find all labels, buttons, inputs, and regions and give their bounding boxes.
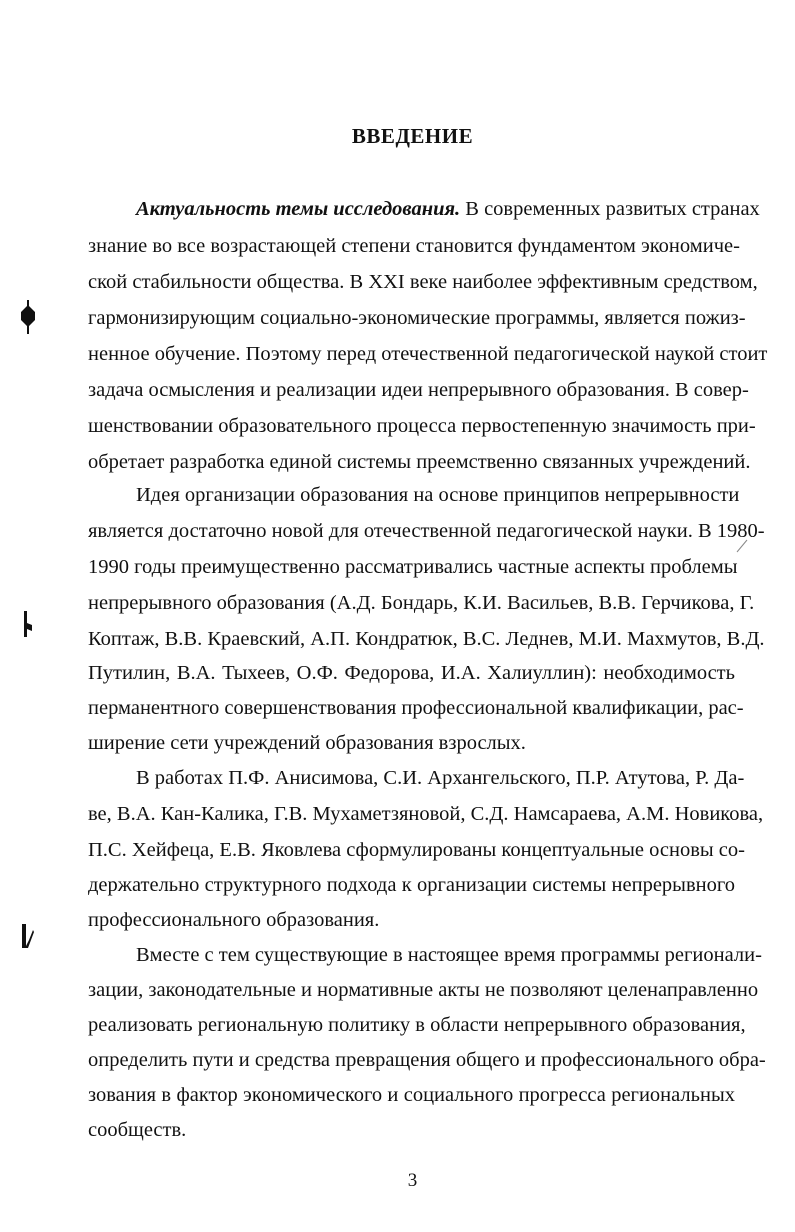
paragraph-line: ширение сети учреждений образования взрослых. — [88, 732, 526, 754]
binding-mark — [20, 611, 34, 637]
lead-phrase: Актуальность темы исследования. — [136, 198, 461, 220]
paragraph-line: Актуальность темы исследования. В современных развитых странах — [136, 198, 760, 220]
binding-mark — [20, 922, 36, 950]
paragraph-line: определить пути и средства превращения общего и профессионального обра- — [88, 1049, 766, 1071]
paragraph-line: зации, законодательные и нормативные акты не позволяют целенаправленно — [88, 979, 759, 1001]
paragraph-line: шенствовании образовательного процесса первостепенную значимость при- — [88, 415, 756, 437]
paragraph-line: гармонизирующим социально-экономические программы, является пожиз- — [88, 307, 746, 329]
paragraph-line: сообществ. — [88, 1119, 187, 1141]
paragraph-line: Путилин, В.А. Тыхеев, О.Ф. Федорова, И.А. Халиуллин): необходимость — [88, 662, 735, 684]
paragraph-line: знание во все возрастающей степени становится фундаментом экономиче- — [88, 235, 740, 257]
paragraph-line: непрерывного образования (А.Д. Бондарь, К.И. Васильев, В.В. Герчикова, Г. — [88, 592, 755, 614]
paragraph-line: держательно структурного подхода к организации системы непрерывного — [88, 874, 735, 896]
scan-speck — [735, 538, 749, 554]
paragraph-line: зования в фактор экономического и социального прогресса региональных — [88, 1084, 735, 1106]
paragraph-line: задача осмысления и реализации идеи непрерывного образования. В совер- — [88, 379, 749, 401]
paragraph-line: перманентного совершенствования профессиональной квалификации, рас- — [88, 697, 744, 719]
paragraph-line: 1990 годы преимущественно рассматривались частные аспекты проблемы — [88, 556, 738, 578]
paragraph-line: Коптаж, В.В. Краевский, А.П. Кондратюк, В.С. Леднев, М.И. Махмутов, В.Д. — [88, 628, 765, 650]
paragraph-line: П.С. Хейфеца, Е.В. Яковлева сформулированы концептуальные основы со- — [88, 839, 745, 861]
paragraph-line: ской стабильности общества. В XXI веке наиболее эффективным средством, — [88, 271, 758, 293]
binding-mark — [18, 300, 38, 334]
paragraph-line: ненное обучение. Поэтому перед отечественной педагогической наукой стоит — [88, 343, 768, 365]
paragraph-line: Вместе с тем существующие в настоящее время программы регионали- — [136, 944, 762, 966]
paragraph-line: профессионального образования. — [88, 909, 380, 931]
paragraph-line: является достаточно новой для отечественной педагогической науки. В 1980- — [88, 520, 765, 542]
paragraph-line: В работах П.Ф. Анисимова, С.И. Архангельского, П.Р. Атутова, Р. Да- — [136, 767, 745, 789]
page-title: ВВЕДЕНИЕ — [351, 124, 474, 148]
paragraph-line: ве, В.А. Кан-Калика, Г.В. Мухаметзяновой, С.Д. Намсараева, А.М. Новикова, — [88, 803, 764, 825]
paragraph-line: обретает разработка единой системы преемственно связанных учреждений. — [88, 451, 751, 473]
paragraph-line: реализовать региональную политику в области непрерывного образования, — [88, 1014, 746, 1036]
page-number: 3 — [407, 1170, 418, 1191]
paragraph-line: Идея организации образования на основе принципов непрерывности — [136, 484, 740, 506]
